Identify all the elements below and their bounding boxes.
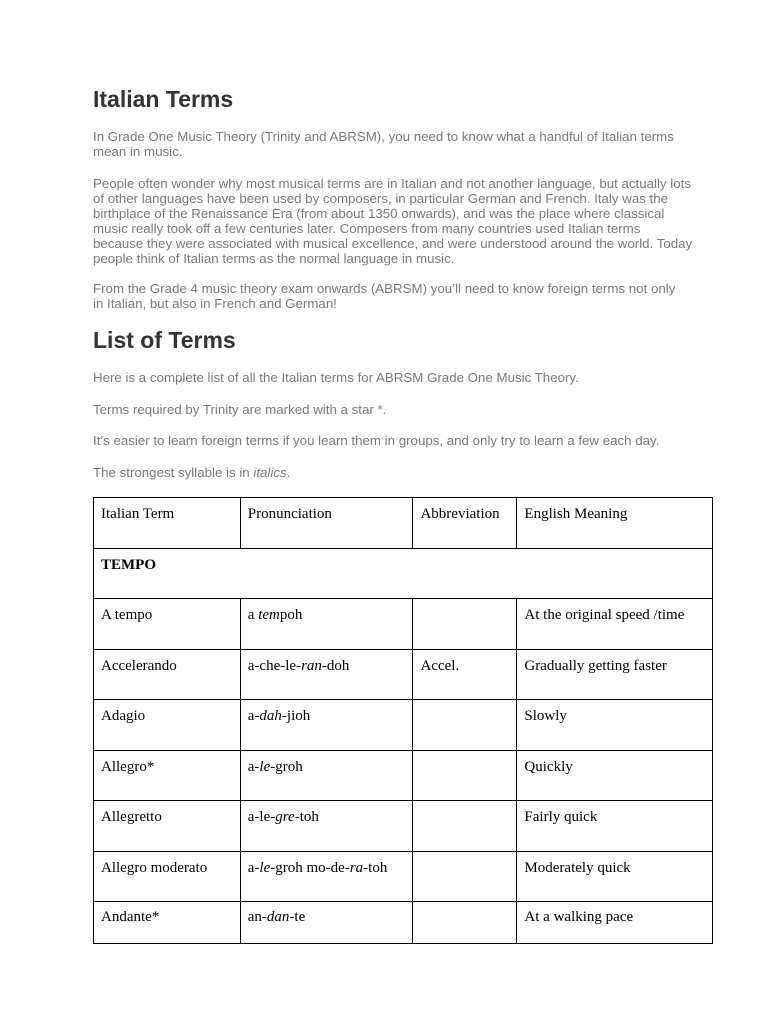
grade4-paragraph: From the Grade 4 music theory exam onwards (ABRSM) you’ll need to know foreign terms not only in Italian, but also in French and German! (93, 281, 676, 311)
syllable: a (247, 607, 259, 623)
abbreviation-cell (413, 750, 517, 801)
syllable: -jioh (281, 708, 311, 724)
abbreviation-cell (413, 851, 517, 902)
pronunciation-cell (240, 801, 413, 852)
meaning-cell: Fairly quick (517, 801, 713, 852)
syllable: poh (279, 607, 303, 623)
list-intro-paragraph: Here is a complete list of all the Italian terms for ABRSM Grade One Music Theory. (93, 370, 579, 385)
pronunciation-cell (240, 750, 413, 801)
meaning-cell: Gradually getting faster (517, 649, 713, 700)
history-paragraph: People often wonder why most musical terms are in Italian and not another language, but actually lots of other languages have been used by composers, in particular German and French. Italy was the birthplace of the Renaissance Era (from about 1350 onwards), and was the place where classical music really took off a few centuries later. Composers from many countries used Italian terms because they were associated with musical excellence, and were understood around the world. Today people think of Italian terms as the normal language in music. (93, 176, 693, 266)
stressed-syllable: gre (275, 809, 295, 825)
section-heading: TEMPO (94, 548, 713, 599)
header-cell: English Meaning (517, 498, 713, 549)
syllable: an- (247, 909, 267, 925)
page-title: Italian Terms (93, 86, 234, 112)
syllable-note-italic: italics (253, 465, 287, 480)
abbreviation-cell: Accel. (413, 649, 517, 700)
meaning-cell: At the original speed /time (517, 599, 713, 650)
table-row (94, 902, 713, 944)
stressed-syllable: le (259, 758, 271, 775)
meaning-cell: Slowly (517, 700, 713, 751)
table-header-row (94, 498, 713, 549)
syllable: a- (247, 708, 260, 724)
abbreviation-cell (413, 902, 517, 944)
pronunciation-cell (240, 599, 413, 650)
syllable: a-che-le- (247, 657, 302, 674)
trinity-note: Terms required by Trinity are marked with a star *. (93, 402, 387, 417)
pronunciation-cell (240, 902, 413, 944)
syllable: a-le- (247, 809, 276, 825)
pronunciation-cell (240, 649, 413, 700)
section-row (94, 548, 713, 599)
stressed-syllable: ran (301, 657, 322, 674)
abbreviation-cell (413, 700, 517, 751)
syllable: -toh (294, 809, 319, 825)
abbreviation-cell (413, 801, 517, 852)
syllable: -doh (321, 657, 350, 674)
syllable: -toh (363, 859, 388, 876)
list-title: List of Terms (93, 327, 236, 353)
syllable: -groh (270, 758, 303, 775)
stressed-syllable: le (259, 859, 271, 876)
term-cell: Andante* (94, 902, 241, 944)
header-cell: Abbreviation (413, 498, 517, 549)
stressed-syllable: dan (266, 909, 290, 925)
pronunciation-cell (240, 700, 413, 751)
syllable: -te (289, 909, 306, 925)
abbreviation-cell (413, 599, 517, 650)
terms-table (93, 497, 713, 944)
syllable: a- (247, 758, 260, 775)
meaning-cell: Moderately quick (517, 851, 713, 902)
table-row (94, 801, 713, 852)
header-cell: Pronunciation (240, 498, 413, 549)
header-cell: Italian Term (94, 498, 241, 549)
table-row (94, 851, 713, 902)
groups-note: It’s easier to learn foreign terms if you learn them in groups, and only try to learn a few each day. (93, 433, 660, 448)
stressed-syllable: ra (349, 859, 364, 876)
syllable: -groh mo-de- (270, 859, 350, 876)
term-cell: Allegro* (94, 750, 241, 801)
table-row (94, 599, 713, 650)
term-cell: Allegro moderato (94, 851, 241, 902)
table-row (94, 700, 713, 751)
table-row (94, 750, 713, 801)
stressed-syllable: tem (258, 607, 280, 623)
intro-paragraph: In Grade One Music Theory (Trinity and ABRSM), you need to know what a handful of Italian terms mean in music. (93, 129, 674, 159)
term-cell: Allegretto (94, 801, 241, 852)
syllable-note: The strongest syllable is in italics. (93, 465, 291, 480)
meaning-cell: At a walking pace (517, 902, 713, 944)
term-cell: A tempo (94, 599, 241, 650)
meaning-cell: Quickly (517, 750, 713, 801)
stressed-syllable: dah (259, 708, 282, 724)
pronunciation-cell (240, 851, 413, 902)
term-cell: Adagio (94, 700, 241, 751)
term-cell: Accelerando (94, 649, 241, 700)
syllable: a- (247, 859, 260, 876)
table-row (94, 649, 713, 700)
